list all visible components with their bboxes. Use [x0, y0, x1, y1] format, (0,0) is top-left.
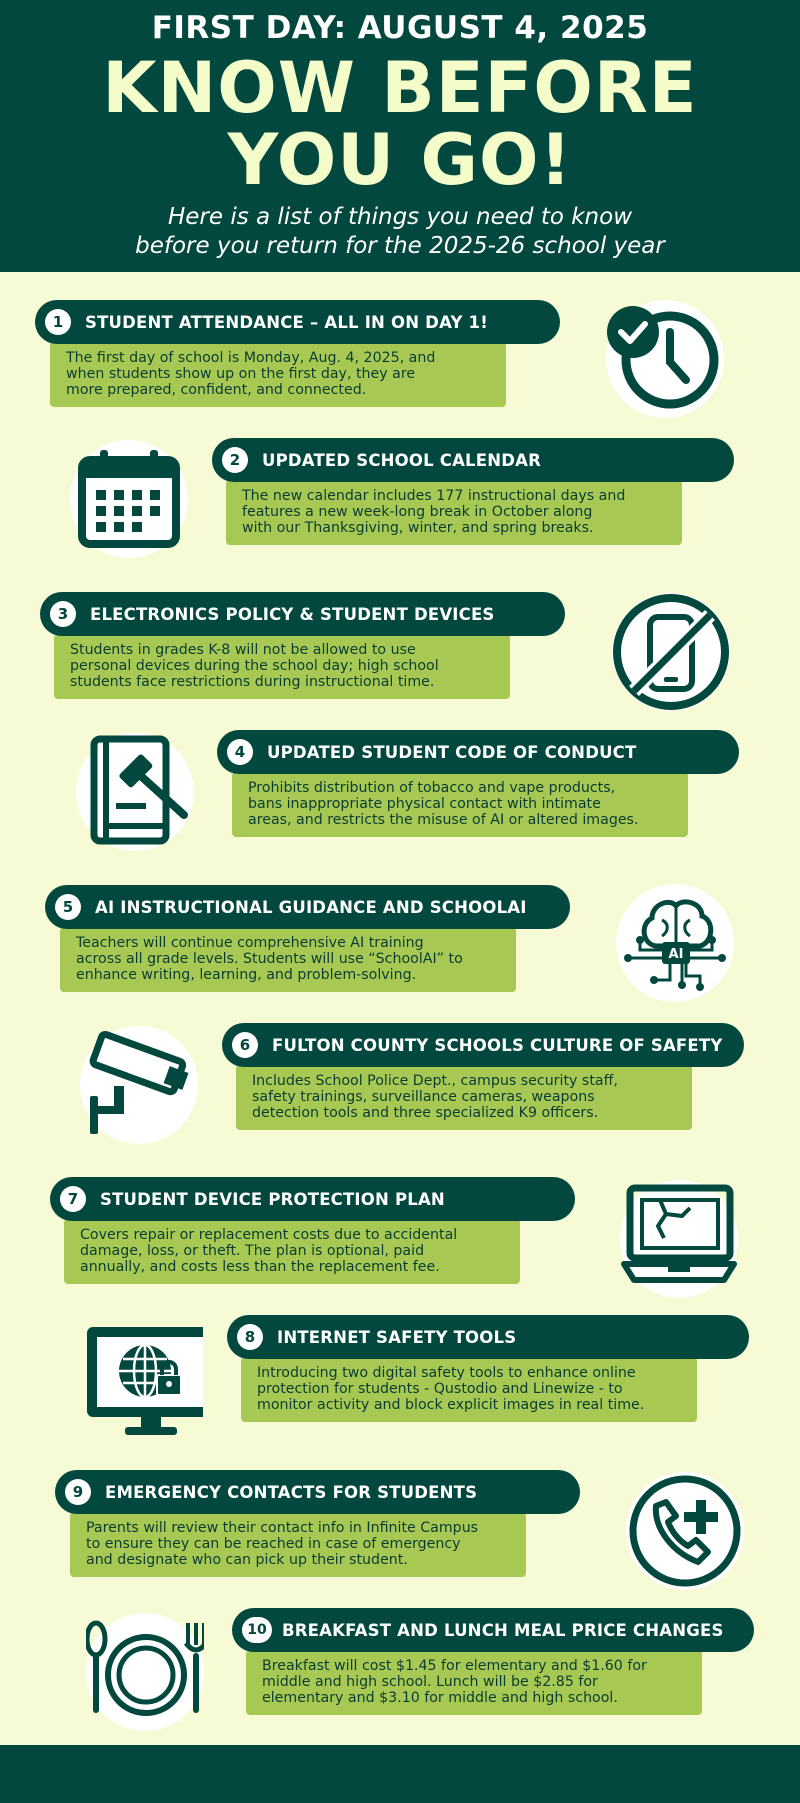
item-2-title-bar [212, 438, 734, 482]
subtitle-line-1: Here is a list of things you need to know [167, 204, 633, 230]
subtitle [0, 203, 800, 261]
item-10-title: BREAKFAST AND LUNCH MEAL PRICE CHANGES [282, 1620, 724, 1640]
item-1-line-3: more prepared, confident, and connected. [66, 382, 367, 398]
item-8-description [241, 1357, 697, 1422]
page-title [0, 47, 800, 201]
item-1-description [50, 342, 506, 407]
item-4-line-2: bans inappropriate physical contact with intimate [248, 796, 601, 812]
item-6-title-bar [222, 1023, 744, 1067]
clock-check-icon [606, 300, 724, 418]
item-9-line-2: to ensure they can be reached in case of emergency [86, 1536, 461, 1552]
ai-chip-label: AI [668, 947, 684, 962]
item-8-line-1: Introducing two digital safety tools to enhance online [257, 1365, 636, 1381]
title-line-1: KNOW BEFORE [102, 47, 698, 129]
plate-utensils-icon [86, 1613, 204, 1731]
item-10-title-bar [232, 1608, 754, 1652]
item-5-title-bar [45, 885, 570, 929]
item-2-description [226, 480, 682, 545]
item-8-line-3: monitor activity and block explicit images in real time. [257, 1397, 645, 1413]
item-10-number: 10 [242, 1617, 272, 1643]
item-7-title-bar [50, 1177, 575, 1221]
item-1-line-2: when students show up on the first day, they are [66, 366, 416, 382]
item-6-number: 6 [232, 1032, 258, 1058]
security-camera-icon [80, 1026, 198, 1144]
item-2-number: 2 [222, 447, 248, 473]
item-7-title: STUDENT DEVICE PROTECTION PLAN [100, 1189, 445, 1209]
item-6-line-3: detection tools and three specialized K9 officers. [252, 1105, 599, 1121]
item-4-title-bar [217, 730, 739, 774]
item-3-number: 3 [50, 601, 76, 627]
item-3-line-3: students face restrictions during instructional time. [70, 674, 435, 690]
item-4-title: UPDATED STUDENT CODE OF CONDUCT [267, 742, 637, 762]
item-1-number: 1 [45, 309, 71, 335]
item-5-line-3: enhance writing, learning, and problem-solving. [76, 967, 417, 983]
item-6-title: FULTON COUNTY SCHOOLS CULTURE OF SAFETY [272, 1035, 723, 1055]
header-banner [0, 0, 800, 272]
item-8-number: 8 [237, 1324, 263, 1350]
item-8-line-2: protection for students - Qustodio and Linewize - to [257, 1381, 623, 1397]
item-4-number: 4 [227, 739, 253, 765]
emergency-phone-icon [626, 1472, 744, 1590]
item-10-line-2: middle and high school. Lunch will be $2.85 for [262, 1674, 598, 1690]
subtitle-line-2: before you return for the 2025-26 school year [135, 233, 665, 259]
no-phone-icon [612, 593, 730, 711]
item-7-line-2: damage, loss, or theft. The plan is optional, paid [80, 1243, 425, 1259]
item-1-title: STUDENT ATTENDANCE – ALL IN ON DAY 1! [85, 312, 488, 332]
item-2-line-2: features a new week-long break in October along [242, 504, 593, 520]
item-4-description [232, 772, 688, 837]
gavel-book-icon [76, 733, 194, 851]
item-9-title-bar [55, 1470, 580, 1514]
item-10-description [246, 1650, 702, 1715]
item-5-title: AI INSTRUCTIONAL GUIDANCE AND SCHOOLAI [95, 897, 527, 917]
item-2-line-1: The new calendar includes 177 instructional days and [242, 488, 626, 504]
item-9-number: 9 [65, 1479, 91, 1505]
item-10-line-1: Breakfast will cost $1.45 for elementary and $1.60 for [262, 1658, 647, 1674]
globe-lock-monitor-icon [85, 1323, 203, 1441]
broken-laptop-icon [620, 1180, 738, 1298]
calendar-icon [70, 440, 188, 558]
item-4-line-1: Prohibits distribution of tobacco and vape products, [248, 780, 616, 796]
item-9-description [70, 1512, 526, 1577]
item-5-description [60, 927, 516, 992]
item-6-description [236, 1065, 692, 1130]
item-5-number: 5 [55, 894, 81, 920]
item-9-title: EMERGENCY CONTACTS FOR STUDENTS [105, 1482, 478, 1502]
item-7-line-3: annually, and costs less than the replacement fee. [80, 1259, 440, 1275]
item-1-line-1: The first day of school is Monday, Aug. 4, 2025, and [66, 350, 436, 366]
item-8-title: INTERNET SAFETY TOOLS [277, 1327, 517, 1347]
item-3-line-1: Students in grades K-8 will not be allowed to use [70, 642, 416, 658]
item-10-line-3: elementary and $3.10 for middle and high school. [262, 1690, 618, 1706]
item-1-title-bar [35, 300, 560, 344]
item-3-title-bar [40, 592, 565, 636]
item-3-description [54, 634, 510, 699]
item-7-number: 7 [60, 1186, 86, 1212]
footer-bar [0, 1745, 800, 1803]
item-8-title-bar [227, 1315, 749, 1359]
item-2-title: UPDATED SCHOOL CALENDAR [262, 450, 542, 470]
item-6-line-1: Includes School Police Dept., campus security staff, [252, 1073, 618, 1089]
first-day-date: FIRST DAY: AUGUST 4, 2025 [151, 10, 649, 46]
ai-brain-icon [616, 884, 734, 1002]
item-3-title: ELECTRONICS POLICY & STUDENT DEVICES [90, 604, 495, 624]
item-7-description [64, 1219, 520, 1284]
item-3-line-2: personal devices during the school day; high school [70, 658, 439, 674]
item-2-line-3: with our Thanksgiving, winter, and spring breaks. [242, 520, 594, 536]
item-7-line-1: Covers repair or replacement costs due to accidental [80, 1227, 458, 1243]
item-4-line-3: areas, and restricts the misuse of AI or altered images. [248, 812, 639, 828]
item-5-line-2: across all grade levels. Students will use “SchoolAI” to [76, 951, 463, 967]
item-9-line-1: Parents will review their contact info in Infinite Campus [86, 1520, 479, 1536]
title-line-2: YOU GO! [227, 119, 573, 201]
item-5-line-1: Teachers will continue comprehensive AI training [76, 935, 424, 951]
item-9-line-3: and designate who can pick up their student. [86, 1552, 408, 1568]
item-6-line-2: safety trainings, surveillance cameras, weapons [252, 1089, 595, 1105]
